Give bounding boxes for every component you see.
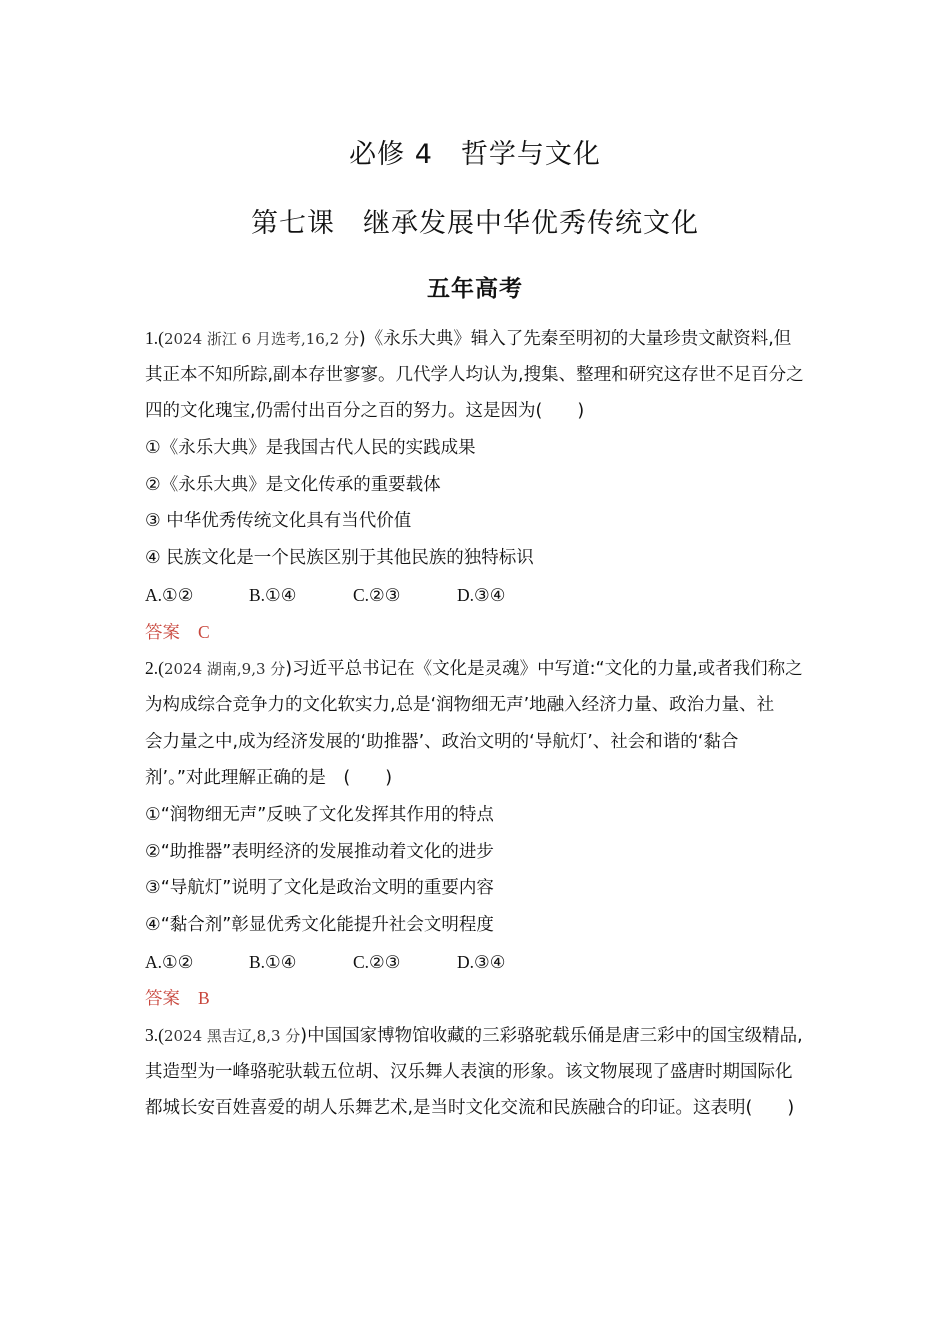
question-text: )中国国家博物馆收藏的三彩骆驼载乐俑是唐三彩中的国宝级精品,	[300, 1026, 803, 1047]
option-a: A.①②	[145, 951, 194, 972]
question-stem-line: 其造型为一峰骆驼驮载五位胡、汉乐舞人表演的形象。该文物展现了盛唐时期国际化	[145, 1061, 793, 1082]
statement-item: ②《永乐大典》是文化传承的重要载体	[145, 474, 441, 495]
question-1	[145, 320, 810, 650]
option-d: D.③④	[457, 584, 506, 605]
option-a: A.①②	[145, 584, 194, 605]
statement-item: ③ 中华优秀传统文化具有当代价值	[145, 511, 412, 532]
question-source: 2024 湖南,9,3 分	[163, 660, 286, 679]
answer-options	[145, 944, 810, 981]
question-stem-line: 剂’。”对此理解正确的是 ( )	[145, 768, 393, 789]
question-list	[145, 320, 810, 1127]
answer-label: 答案	[145, 989, 180, 1010]
question-number: 3.(	[145, 1025, 164, 1046]
question-stem-line: 四的文化瑰宝,仍需付出百分之百的努力。这是因为( )	[145, 401, 585, 422]
question-source: 2024 黑吉辽,8,3 分	[163, 1027, 301, 1046]
question-stem-line	[145, 1017, 810, 1054]
question-stem-line: 其正本不知所踪,副本存世寥寥。几代学人均认为,搜集、整理和研究这存世不足百分之	[145, 364, 804, 385]
statement-item: ④“黏合剂”彰显优秀文化能提升社会文明程度	[145, 915, 494, 935]
option-b: B.①④	[249, 584, 297, 605]
statement-item: ①《永乐大典》是我国古代人民的实践成果	[145, 438, 476, 459]
question-number: 2.(	[145, 658, 164, 679]
question-source: 2024 浙江 6 月选考,16,2 分	[163, 330, 359, 348]
question-stem-line: 都城长安百姓喜爱的胡人乐舞艺术,是当时文化交流和民族融合的印证。这表明( )	[145, 1098, 795, 1119]
answer-value: C	[198, 621, 210, 642]
option-b: B.①④	[249, 951, 297, 972]
answer-value: B	[198, 988, 210, 1009]
answer-line	[145, 980, 810, 1017]
question-number: 1.(	[145, 328, 164, 348]
statement-item: ④ 民族文化是一个民族区别于其他民族的独特标识	[145, 548, 534, 569]
option-c: C.②③	[353, 951, 401, 972]
question-stem-line: 为构成综合竞争力的文化软实力,总是‘润物细无声’地融入经济力量、政治力量、社	[145, 694, 775, 715]
option-d: D.③④	[457, 951, 506, 972]
question-3	[145, 1017, 810, 1127]
question-stem-line: 会力量之中,成为经济发展的‘助推器’、政治文明的‘导航灯’、社会和谐的‘黏合	[145, 731, 739, 752]
book-title: 必修 4 哲学与文化	[349, 139, 601, 170]
statement-item: ①“润物细无声”反映了文化发挥其作用的特点	[145, 804, 494, 825]
lesson-title: 第七课 继承发展中华优秀传统文化	[251, 208, 699, 239]
answer-line	[145, 614, 810, 651]
question-stem-line	[145, 320, 810, 357]
question-text: )《永乐大典》辑入了先秦至明初的大量珍贵文献资料,但	[358, 329, 792, 349]
option-c: C.②③	[353, 584, 401, 605]
answer-options	[145, 577, 810, 614]
statement-item: ③“导航灯”说明了文化是政治文明的重要内容	[145, 878, 494, 899]
statement-item: ②“助推器”表明经济的发展推动着文化的进步	[145, 841, 494, 862]
question-text: )习近平总书记在《文化是灵魂》中写道:“文化的力量,或者我们称之	[285, 659, 803, 680]
answer-label: 答案	[145, 622, 180, 643]
question-stem-line	[145, 650, 810, 687]
question-2	[145, 650, 810, 1017]
section-title: 五年高考	[427, 276, 523, 302]
